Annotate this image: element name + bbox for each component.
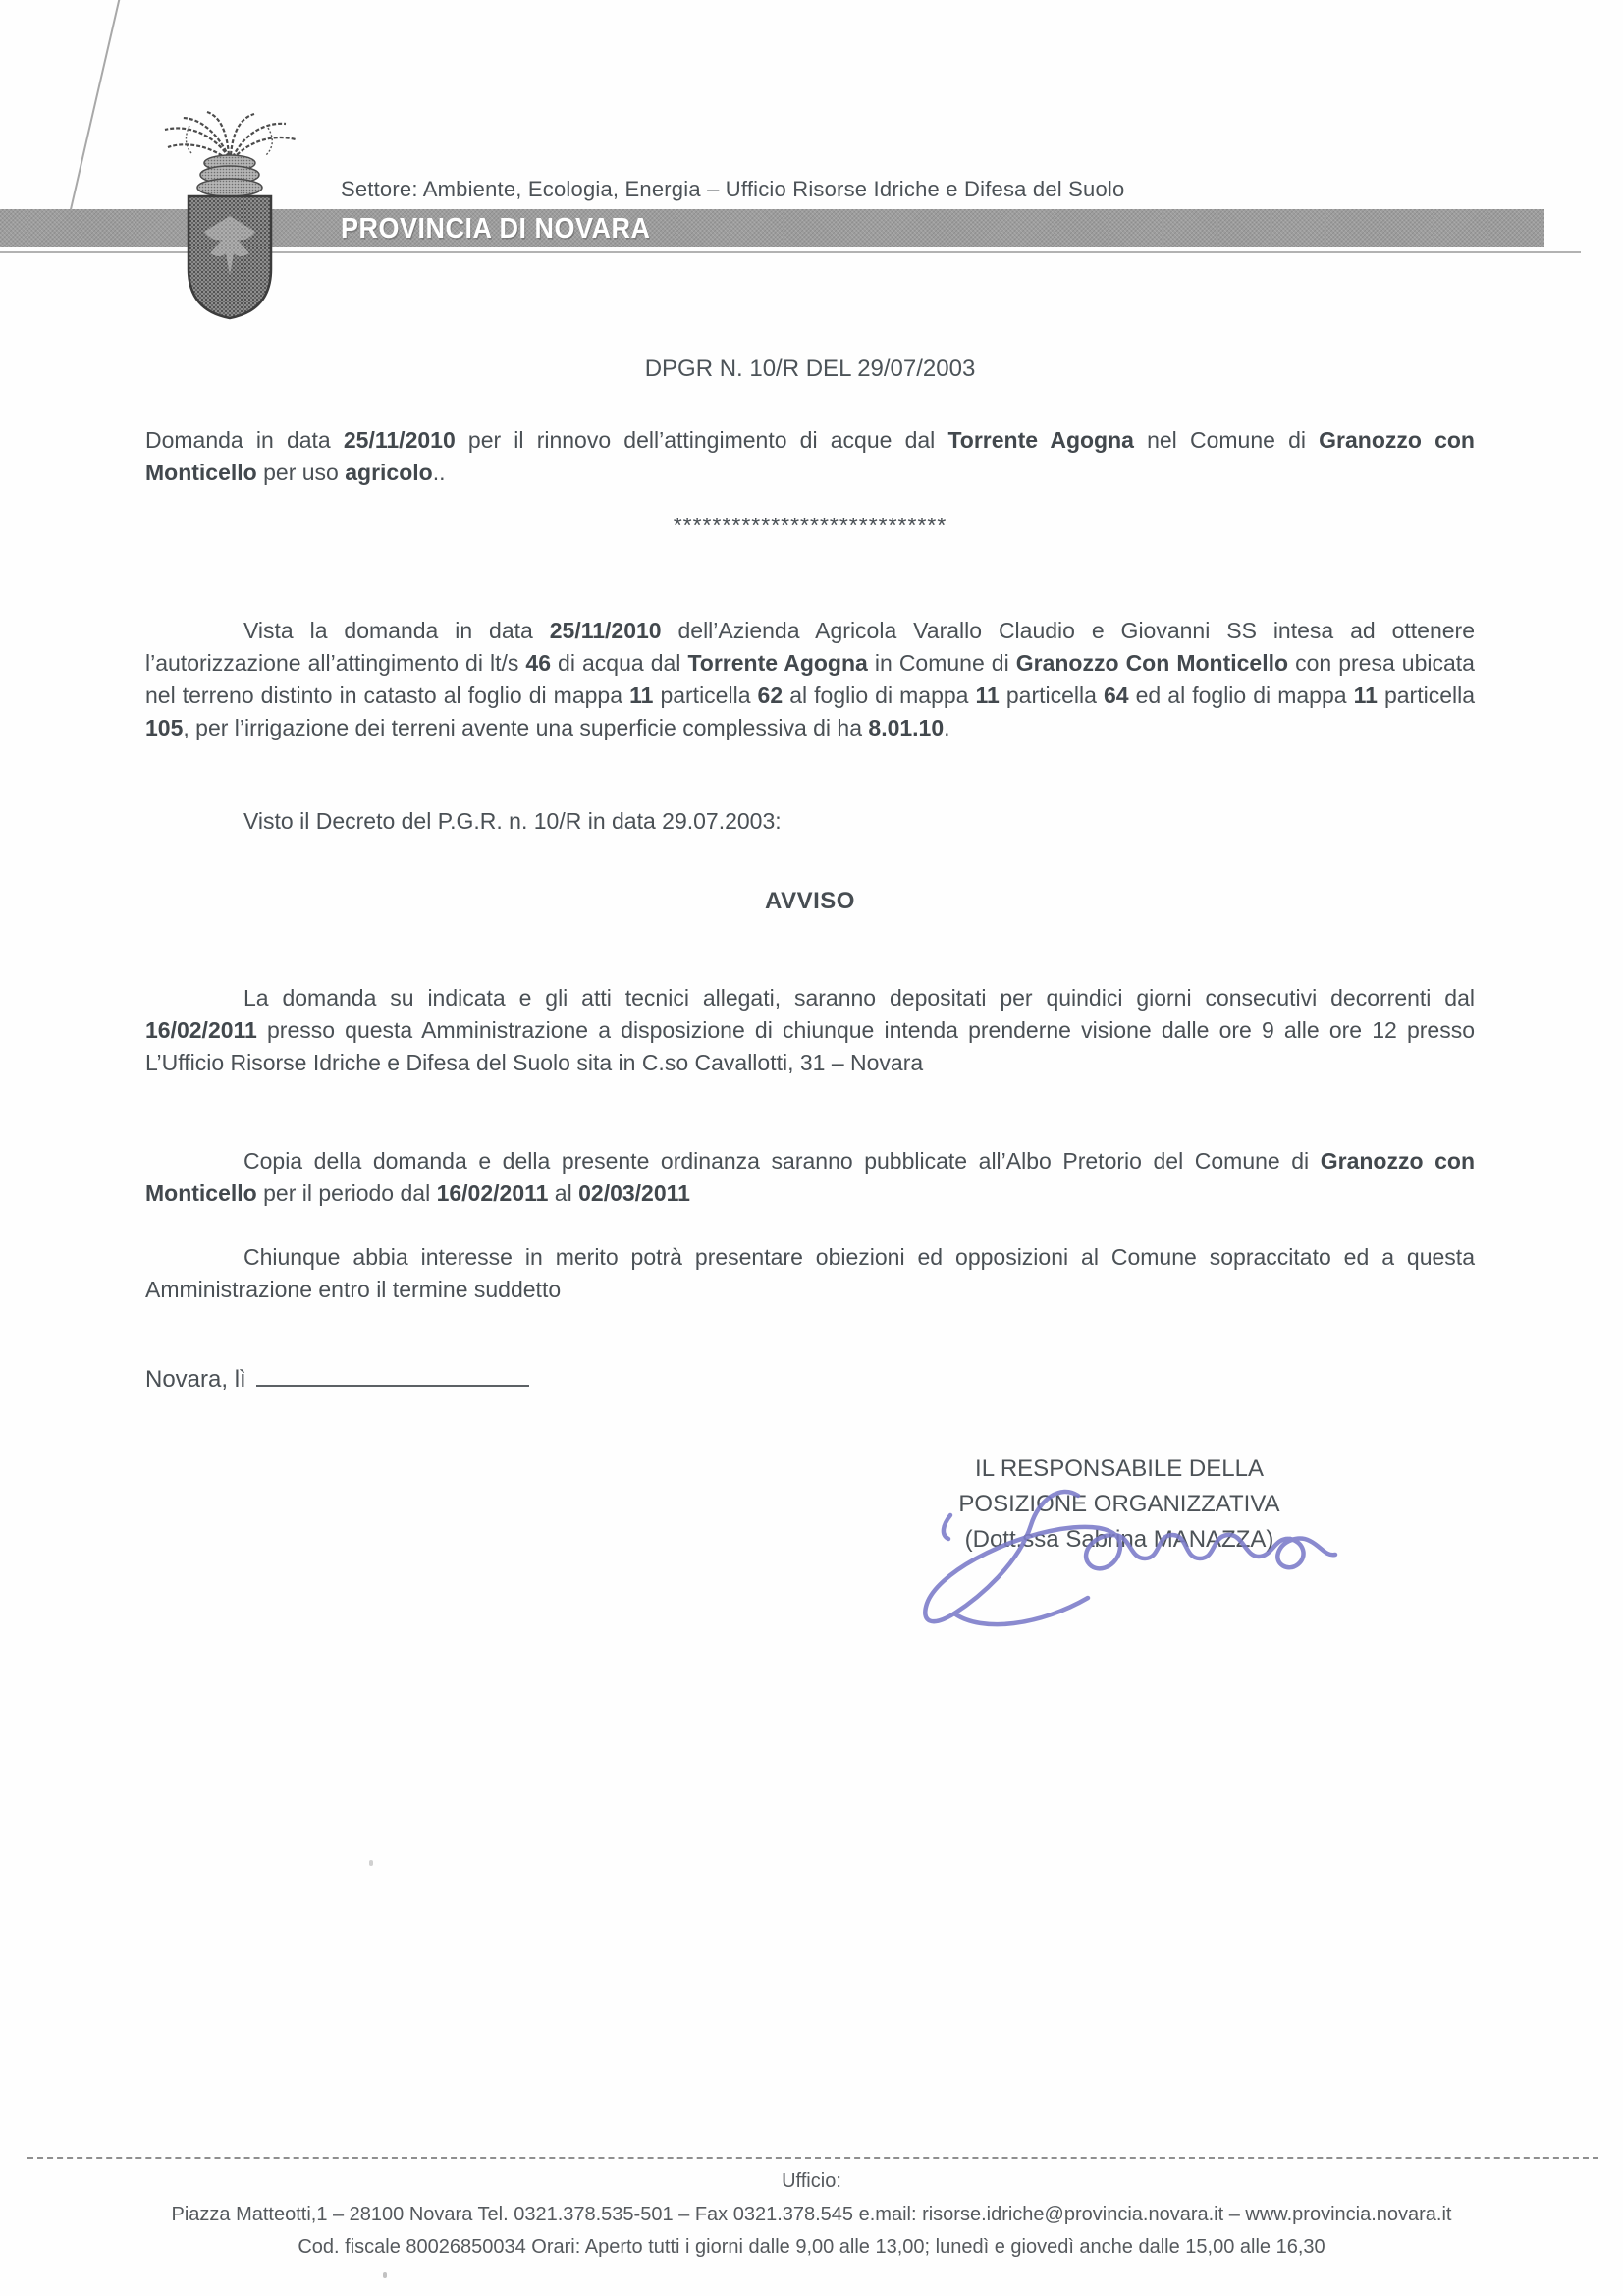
signature-role-line2: POSIZIONE ORGANIZZATIVA: [958, 1491, 1280, 1517]
date-line: [145, 1363, 1475, 1394]
scan-fold-artifact: [69, 0, 122, 213]
scan-speck: [369, 1860, 373, 1866]
signature-name-line: (Dott.ssa Sabrina MANAZZA): [964, 1526, 1274, 1553]
paragraph-la-domanda: La domanda su indicata e gli atti tecnici allegati, saranno depositati per quindici giorni consecutivi decorrenti dal 16/02/2011 presso questa Amministrazione a disposizione di chiunque intenda prenderne visione dalle ore 9 alle ore 12 presso L’Ufficio Risorse Idriche e Difesa del Suolo sita in C.so Cavallotti, 31 – Novara: [145, 985, 1475, 1075]
handwritten-signature: [913, 1478, 1345, 1665]
paragraph-chiunque: Chiunque abbia interesse in merito potrà presentare obiezioni ed opposizioni al Comune sopraccitato ed a questa Amministrazione entro il termine suddetto: [145, 1244, 1475, 1302]
footer-fiscal-line: Cod. fiscale 80026850034 Orari: Aperto tutti i giorni dalle 9,00 alle 13,00; lunedì e giovedì anche dalle 15,00 alle 16,30: [298, 2236, 1325, 2258]
avviso-heading: AVVISO: [765, 888, 855, 914]
paragraph-visto: Visto il Decreto del P.G.R. n. 10/R in data 29.07.2003:: [243, 808, 782, 834]
scan-speck: [383, 2272, 387, 2278]
signature-role-line1: IL RESPONSABILE DELLA: [975, 1455, 1264, 1482]
document-title: DPGR N. 10/R DEL 29/07/2003: [644, 355, 976, 382]
footer-rule: [27, 2157, 1598, 2159]
footer-office-label: Ufficio:: [782, 2170, 841, 2192]
coat-of-arms-icon: [131, 106, 332, 320]
header-sector-line: Settore: Ambiente, Ecologia, Energia – Ufficio Risorse Idriche e Difesa del Suolo: [341, 177, 1125, 201]
banner-title: PROVINCIA DI NOVARA: [341, 213, 651, 245]
paragraph-copia: Copia della domanda e della presente ordinanza saranno pubblicate all’Albo Pretorio del Comune di Granozzo con Monticello per il periodo dal 16/02/2011 al 02/03/2011: [145, 1148, 1475, 1206]
date-blank-underline: [256, 1363, 529, 1387]
paragraph-domanda: Domanda in data 25/11/2010 per il rinnovo dell’attingimento di acque dal Torrente Agogna nel Comune di Granozzo con Monticello per uso agricolo..: [145, 427, 1475, 485]
asterisk-separator: ****************************: [673, 513, 947, 538]
footer-address-line: Piazza Matteotti,1 – 28100 Novara Tel. 0321.378.535-501 – Fax 0321.378.545 e.mail: risorse.idriche@provincia.novara.it – www.provincia.novara.it: [171, 2204, 1452, 2225]
paragraph-vista: Vista la domanda in data 25/11/2010 dell’Azienda Agricola Varallo Claudio e Giovanni SS intesa ad ottenere l’autorizzazione all’attingimento di lt/s 46 di acqua dal Torrente Agogna in Comune di Granozzo Con Monticello con presa ubicata nel terreno distinto in catasto al foglio di mappa 11 particella 62 al foglio di mappa 11 particella 64 ed al foglio di mappa 11 particella 105, per l’irrigazione dei terreni avente una superficie complessiva di ha 8.01.10.: [145, 618, 1476, 740]
date-line-label: Novara, lì: [145, 1366, 246, 1393]
